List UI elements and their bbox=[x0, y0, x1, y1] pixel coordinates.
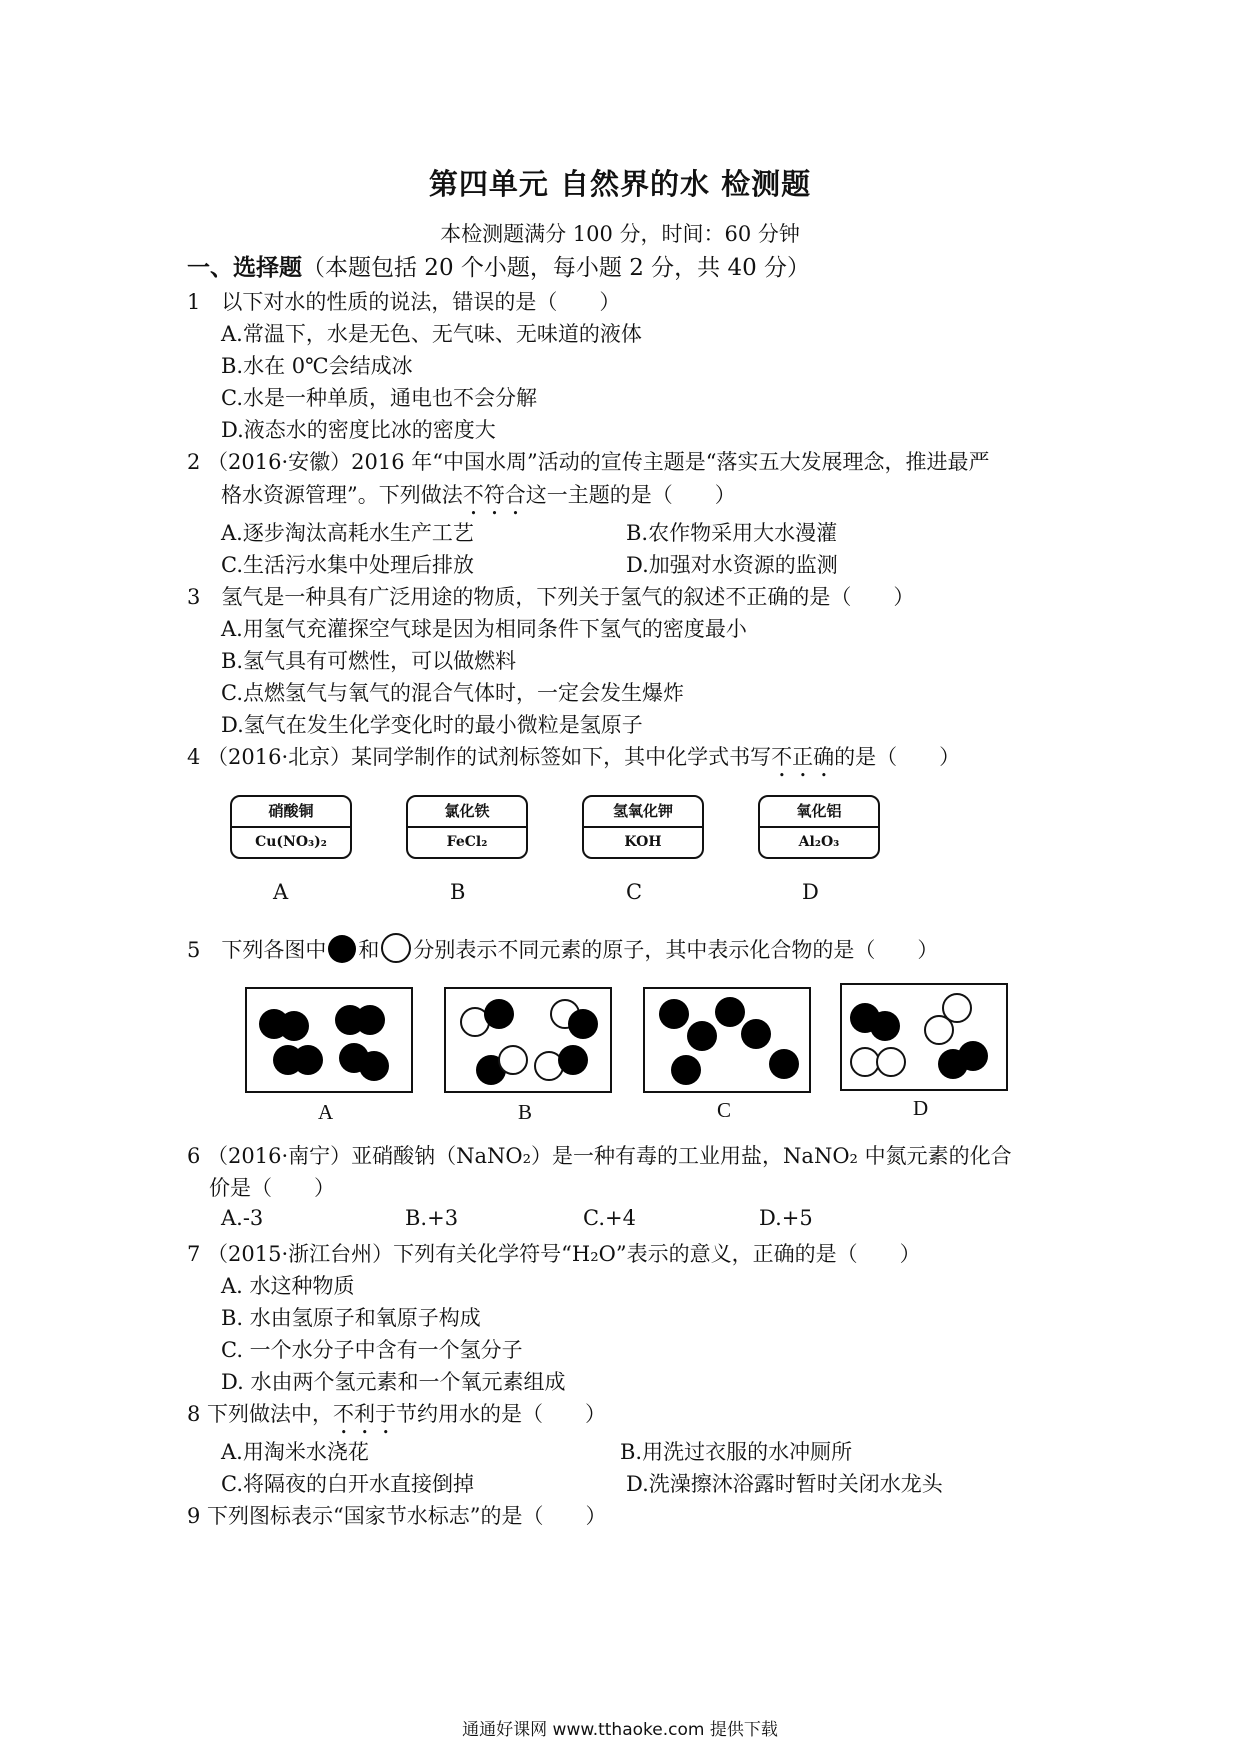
section-heading-note: （本题包括 20 个小题，每小题 2 分，共 40 分） bbox=[302, 255, 811, 281]
q2-option-b: B.农作物采用大水漫灌 bbox=[626, 521, 838, 545]
q8-option-b: B.用洗过衣服的水冲厕所 bbox=[620, 1440, 853, 1464]
q1-option-c: C.水是一种单质，通电也不会分解 bbox=[221, 386, 537, 410]
reagent-name: 氢氧化钾 bbox=[584, 797, 702, 828]
q2-option-c: C.生活污水集中处理后排放 bbox=[221, 553, 474, 577]
q6-option-b: B.+3 bbox=[405, 1206, 459, 1230]
black-atom bbox=[687, 1021, 717, 1051]
black-atom bbox=[741, 1019, 771, 1049]
q3-option-c: C.点燃氢气与氧气的混合气体时，一定会发生爆炸 bbox=[221, 681, 684, 705]
q3-option-a: A.用氢气充灌探空气球是因为相同条件下氢气的密度最小 bbox=[221, 617, 747, 641]
reagent-name: 硝酸铜 bbox=[232, 797, 350, 828]
q1-option-d: D.液态水的密度比冰的密度大 bbox=[221, 418, 496, 442]
q4-emphasis: 不正确 bbox=[771, 745, 835, 769]
diagram-letter-c: C bbox=[717, 1098, 732, 1122]
reagent-name: 氧化铝 bbox=[760, 797, 878, 828]
q5-stem bbox=[187, 933, 938, 964]
q5-stem-and: 和 bbox=[358, 938, 380, 962]
section-heading bbox=[187, 249, 810, 282]
q3-option-b: B.氢气具有可燃性，可以做燃料 bbox=[221, 649, 517, 673]
page-subtitle: 本检测题满分 100 分，时间：60 分钟 bbox=[440, 222, 800, 246]
reagent-formula: Al₂O₃ bbox=[798, 834, 840, 850]
molecule-diagram-d bbox=[840, 983, 1008, 1091]
reagent-letter-a: A bbox=[273, 880, 289, 904]
q4-stem-end: 的是（ ） bbox=[834, 745, 961, 769]
white-atom bbox=[924, 1015, 954, 1045]
q2-emphasis: 不符合 bbox=[462, 483, 526, 507]
molecule-diagram-b bbox=[444, 987, 612, 1093]
black-atom bbox=[293, 1045, 323, 1075]
q8-stem bbox=[187, 1398, 606, 1439]
reagent-label-a bbox=[230, 795, 352, 859]
q6-stem-line1: 6 （2016·南宁）亚硝酸钠（NaNO₂）是一种有毒的工业用盐，NaNO₂ 中氮元素的化合 bbox=[187, 1144, 1012, 1168]
reagent-formula: FeCl₂ bbox=[446, 834, 488, 850]
q7-option-a: A. 水这种物质 bbox=[221, 1274, 355, 1298]
q8-option-d: D.洗澡擦沐浴露时暂时关闭水龙头 bbox=[626, 1472, 943, 1496]
q8-emphasis: 不利于 bbox=[333, 1402, 397, 1426]
white-atom bbox=[498, 1045, 528, 1075]
black-atom bbox=[870, 1011, 900, 1041]
q8-option-c: C.将隔夜的白开水直接倒掉 bbox=[221, 1472, 474, 1496]
molecule-diagram-a bbox=[245, 987, 413, 1093]
q2-option-a: A.逐步淘汰高耗水生产工艺 bbox=[221, 521, 474, 545]
q9-stem: 9 下列图标表示“国家节水标志”的是（ ） bbox=[187, 1504, 607, 1528]
page-title: 第四单元 自然界的水 检测题 bbox=[428, 167, 812, 201]
q2-stem-line2 bbox=[221, 479, 736, 520]
q7-option-d: D. 水由两个氢元素和一个氧元素组成 bbox=[221, 1370, 566, 1394]
q4-stem-start: 4 （2016·北京）某同学制作的试剂标签如下，其中化学式书写 bbox=[187, 745, 772, 769]
black-atom bbox=[568, 1009, 598, 1039]
black-atom-icon bbox=[328, 935, 356, 963]
q6-option-c: C.+4 bbox=[583, 1206, 636, 1230]
black-atom bbox=[715, 997, 745, 1027]
reagent-label-b bbox=[406, 795, 528, 859]
section-heading-label: 一、选择题 bbox=[187, 254, 302, 281]
q1-option-b: B.水在 0℃会结成冰 bbox=[221, 354, 413, 378]
q2-stem-line1: 2 （2016·安徽）2016 年“中国水周”活动的宣传主题是“落实五大发展理念，推进最严 bbox=[187, 450, 990, 474]
black-atom bbox=[659, 999, 689, 1029]
diagram-letter-a: A bbox=[318, 1100, 334, 1124]
black-atom bbox=[279, 1011, 309, 1041]
diagram-letter-b: B bbox=[518, 1100, 533, 1124]
q5-stem-end: 分别表示不同元素的原子，其中表示化合物的是（ ） bbox=[413, 938, 939, 962]
black-atom bbox=[558, 1045, 588, 1075]
q8-stem-end: 节约用水的是（ ） bbox=[396, 1402, 607, 1426]
q7-stem: 7 （2015·浙江台州）下列有关化学符号“H₂O”表示的意义，正确的是（ ） bbox=[187, 1242, 921, 1266]
black-atom bbox=[484, 999, 514, 1029]
q6-stem-line2: 价是（ ） bbox=[209, 1176, 335, 1200]
black-atom bbox=[958, 1041, 988, 1071]
black-atom bbox=[671, 1055, 701, 1085]
reagent-label-c bbox=[582, 795, 704, 859]
white-atom-icon bbox=[381, 933, 411, 963]
q5-stem-start: 5 下列各图中 bbox=[187, 938, 327, 962]
black-atom bbox=[359, 1051, 389, 1081]
q2-stem-line2-start: 格水资源管理”。下列做法 bbox=[221, 483, 463, 507]
q6-option-a: A.-3 bbox=[221, 1206, 264, 1230]
black-atom bbox=[769, 1049, 799, 1079]
diagram-letter-d: D bbox=[913, 1096, 929, 1120]
q2-stem-line2-end: 这一主题的是（ ） bbox=[525, 483, 736, 507]
black-atom bbox=[355, 1005, 385, 1035]
reagent-letter-d: D bbox=[802, 880, 819, 904]
q4-stem bbox=[187, 741, 960, 782]
q3-option-d: D.氢气在发生化学变化时的最小微粒是氢原子 bbox=[221, 713, 643, 737]
reagent-formula: Cu(NO₃)₂ bbox=[255, 834, 327, 850]
q6-option-d: D.+5 bbox=[759, 1206, 813, 1230]
reagent-label-d bbox=[758, 795, 880, 859]
molecule-diagram-c bbox=[643, 987, 811, 1093]
q1-option-a: A.常温下，水是无色、无气味、无味道的液体 bbox=[221, 322, 642, 346]
q7-option-b: B. 水由氢原子和氧原子构成 bbox=[221, 1306, 481, 1330]
q7-option-c: C. 一个水分子中含有一个氢分子 bbox=[221, 1338, 523, 1362]
q8-option-a: A.用淘米水浇花 bbox=[221, 1440, 369, 1464]
reagent-letter-b: B bbox=[450, 880, 466, 904]
q8-stem-start: 8 下列做法中， bbox=[187, 1402, 334, 1426]
white-atom bbox=[876, 1047, 906, 1077]
page-footer: 通通好课网 www.tthaoke.com 提供下载 bbox=[462, 1720, 778, 1740]
reagent-name: 氯化铁 bbox=[408, 797, 526, 828]
q2-option-d: D.加强对水资源的监测 bbox=[626, 553, 838, 577]
reagent-formula: KOH bbox=[624, 834, 662, 850]
q3-stem: 3 氢气是一种具有广泛用途的物质，下列关于氢气的叙述不正确的是（ ） bbox=[187, 585, 915, 609]
q1-stem: 1 以下对水的性质的说法，错误的是（ ） bbox=[187, 290, 621, 314]
reagent-letter-c: C bbox=[626, 880, 643, 904]
